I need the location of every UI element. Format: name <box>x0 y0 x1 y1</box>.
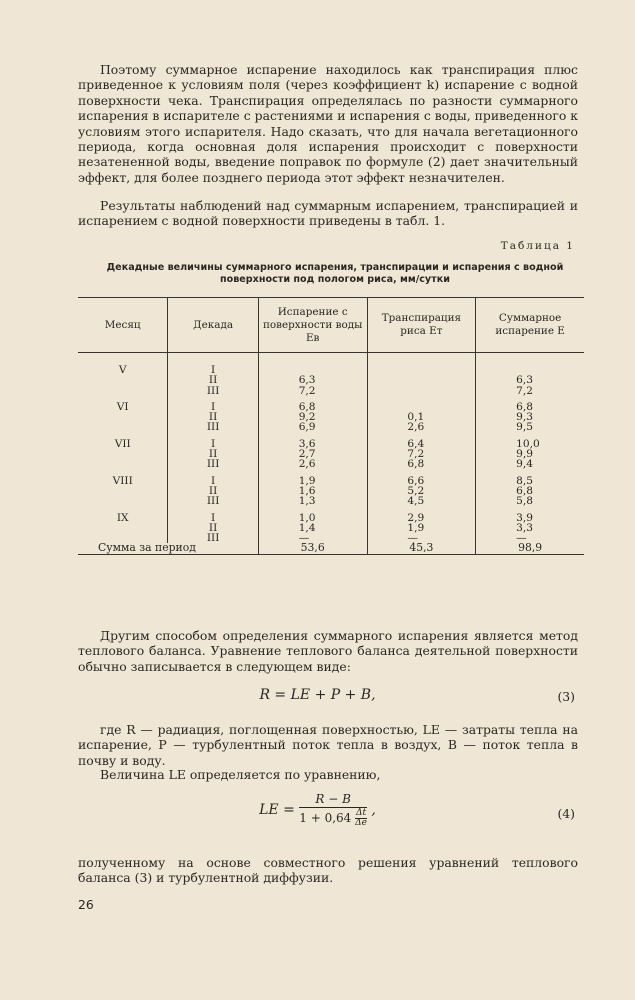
cell-total: 6,8 <box>476 396 584 412</box>
cell-water: 7,2 <box>258 386 367 396</box>
cell-month <box>78 486 168 496</box>
cell-total: 5,8 <box>476 496 584 506</box>
cell-total: 6,3 <box>476 375 584 385</box>
table-label: Таблица 1 <box>500 240 575 252</box>
cell-water: 1,0 <box>258 507 367 523</box>
equation-4-denominator <box>299 808 367 828</box>
cell-month <box>78 375 168 385</box>
paragraph-3: Другим способом определения суммарного испарения является метод теплового баланса. Уравнение теплового баланса деятельной поверхности обычно записывается в следующем виде: <box>78 628 578 674</box>
cell-total: 3,3 <box>476 523 584 533</box>
cell-transpiration: 0,1 <box>367 412 476 422</box>
table-row <box>78 459 584 469</box>
equation-4-denom-prefix: 1 + 0,64 <box>299 811 352 825</box>
cell-decade: III <box>168 459 258 469</box>
cell-transpiration: — <box>367 533 476 543</box>
cell-water: 9,2 <box>258 412 367 422</box>
header-water: Испарение с поверхности воды Eв <box>258 298 367 353</box>
evaporation-table <box>78 297 584 555</box>
cell-water: 1,4 <box>258 523 367 533</box>
equation-4-fraction <box>299 792 367 828</box>
cell-month: V <box>118 364 127 376</box>
cell-decade: II <box>168 486 258 496</box>
cell-total: 9,5 <box>476 422 584 432</box>
cell-total: 3,9 <box>476 507 584 523</box>
header-decade: Декада <box>168 298 258 353</box>
cell-month <box>78 523 168 533</box>
table-row <box>78 433 584 449</box>
table-title: Декадные величины суммарного испарения, транспирации и испарения с водной поверхности под пологом риса, мм/сутки <box>106 262 564 285</box>
cell-month: VII <box>114 437 131 450</box>
cell-decade: II <box>168 375 258 385</box>
cell-month <box>78 496 168 506</box>
equation-4-small-num: Δt <box>355 808 367 818</box>
equation-3-number: (3) <box>557 689 575 704</box>
sum-water: 53,6 <box>258 543 367 554</box>
paragraph-2: Результаты наблюдений над суммарным испарением, транспирацией и испарением с водной поверхности приведены в табл. 1. <box>78 198 578 229</box>
cell-water: 6,8 <box>258 396 367 412</box>
cell-transpiration: 6,8 <box>367 459 476 469</box>
equation-4-lhs: LE = <box>259 802 295 818</box>
cell-transpiration <box>367 375 476 385</box>
paragraph-6: полученному на основе совместного решения уравнений теплового баланса (3) и турбулентной диффузии. <box>78 855 578 886</box>
table-row <box>78 396 584 412</box>
sum-label: Сумма за период <box>78 543 258 554</box>
table-row <box>78 470 584 486</box>
table-row <box>78 523 584 533</box>
cell-month: VIII <box>112 474 133 487</box>
cell-transpiration: 5,2 <box>367 486 476 496</box>
equation-4-small-fraction <box>355 809 367 828</box>
header-month: Месяц <box>78 298 168 353</box>
cell-water: — <box>258 533 367 543</box>
cell-transpiration: 7,2 <box>367 449 476 459</box>
cell-water: 2,7 <box>258 449 367 459</box>
cell-water: 6,9 <box>258 422 367 432</box>
cell-total: 8,5 <box>476 470 584 486</box>
cell-decade: III <box>168 533 258 543</box>
cell-month: VI <box>116 400 129 413</box>
cell-decade: I <box>168 433 258 449</box>
table-row <box>78 386 584 396</box>
cell-total: 10,0 <box>476 433 584 449</box>
cell-month <box>78 386 168 396</box>
paragraph-5: Величина LE определяется по уравнению, <box>100 767 381 782</box>
cell-transpiration: 4,5 <box>367 496 476 506</box>
cell-total: 9,4 <box>476 459 584 469</box>
cell-month <box>78 412 168 422</box>
table-row <box>78 422 584 432</box>
equation-4-small-den: Δe <box>355 818 367 828</box>
table-row <box>78 496 584 506</box>
cell-decade: I <box>168 396 258 412</box>
cell-decade: I <box>168 470 258 486</box>
page-number: 26 <box>78 897 94 912</box>
cell-decade: III <box>168 422 258 432</box>
cell-decade: II <box>168 523 258 533</box>
cell-transpiration: 1,9 <box>367 523 476 533</box>
cell-water: 3,6 <box>258 433 367 449</box>
cell-month <box>78 449 168 459</box>
table-row <box>78 507 584 523</box>
cell-decade: III <box>168 496 258 506</box>
cell-water: 1,6 <box>258 486 367 496</box>
equation-4-number: (4) <box>557 806 575 821</box>
cell-total: 6,8 <box>476 486 584 496</box>
table-row <box>78 375 584 385</box>
equation-4-trail: , <box>371 802 376 818</box>
cell-transpiration: 2,9 <box>367 507 476 523</box>
table-row <box>78 365 584 375</box>
equation-3: R = LE + P + B, <box>259 687 376 703</box>
cell-transpiration: 6,6 <box>367 470 476 486</box>
table-row <box>78 412 584 422</box>
sum-transpiration: 45,3 <box>367 543 476 554</box>
cell-total: 9,3 <box>476 412 584 422</box>
cell-decade: I <box>168 507 258 523</box>
cell-total: 9,9 <box>476 449 584 459</box>
cell-month <box>78 422 168 432</box>
equation-4 <box>0 792 635 828</box>
equation-4-numerator: R − B <box>299 792 367 808</box>
cell-decade: III <box>168 386 258 396</box>
cell-water: 2,6 <box>258 459 367 469</box>
cell-water: 1,3 <box>258 496 367 506</box>
cell-decade: II <box>168 449 258 459</box>
cell-transpiration: 6,4 <box>367 433 476 449</box>
cell-decade: II <box>168 412 258 422</box>
cell-water: 1,9 <box>258 470 367 486</box>
cell-month <box>78 459 168 469</box>
header-transpiration: Транспирация риса Eт <box>367 298 476 353</box>
cell-transpiration <box>367 396 476 412</box>
sum-total: 98,9 <box>476 543 584 554</box>
paragraph-1: Поэтому суммарное испарение находилось как транспирация плюс приведенное к условиям поля (через коэффициент k) испарение с водной поверхности чека. Транспирация определялась по разности суммарного испарения в испарителе с растениями и испарения с воды, приведенного к условиям этого испарителя. Надо сказать, что для начала вегетационного периода, когда основная доля испарения происходит с поверхности незатененной воды, введение поправок по формуле (2) дает значительный эффект, для более позднего периода этот эффект незначителен. <box>78 62 578 185</box>
cell-total: — <box>476 533 584 543</box>
cell-transpiration <box>367 365 476 375</box>
header-total: Суммарное испарение E <box>476 298 584 353</box>
cell-water: 6,3 <box>258 375 367 385</box>
cell-decade: I <box>168 365 258 375</box>
table-row <box>78 449 584 459</box>
cell-transpiration <box>367 386 476 396</box>
table-row <box>78 486 584 496</box>
cell-month: IX <box>116 511 129 524</box>
paragraph-4: где R — радиация, поглощенная поверхностью, LE — затраты тепла на испарение, P — турбулентный поток тепла в воздух, B — поток тепла в почву и воду. <box>78 722 578 768</box>
sum-row <box>78 543 584 554</box>
cell-transpiration: 2,6 <box>367 422 476 432</box>
cell-total: 7,2 <box>476 386 584 396</box>
